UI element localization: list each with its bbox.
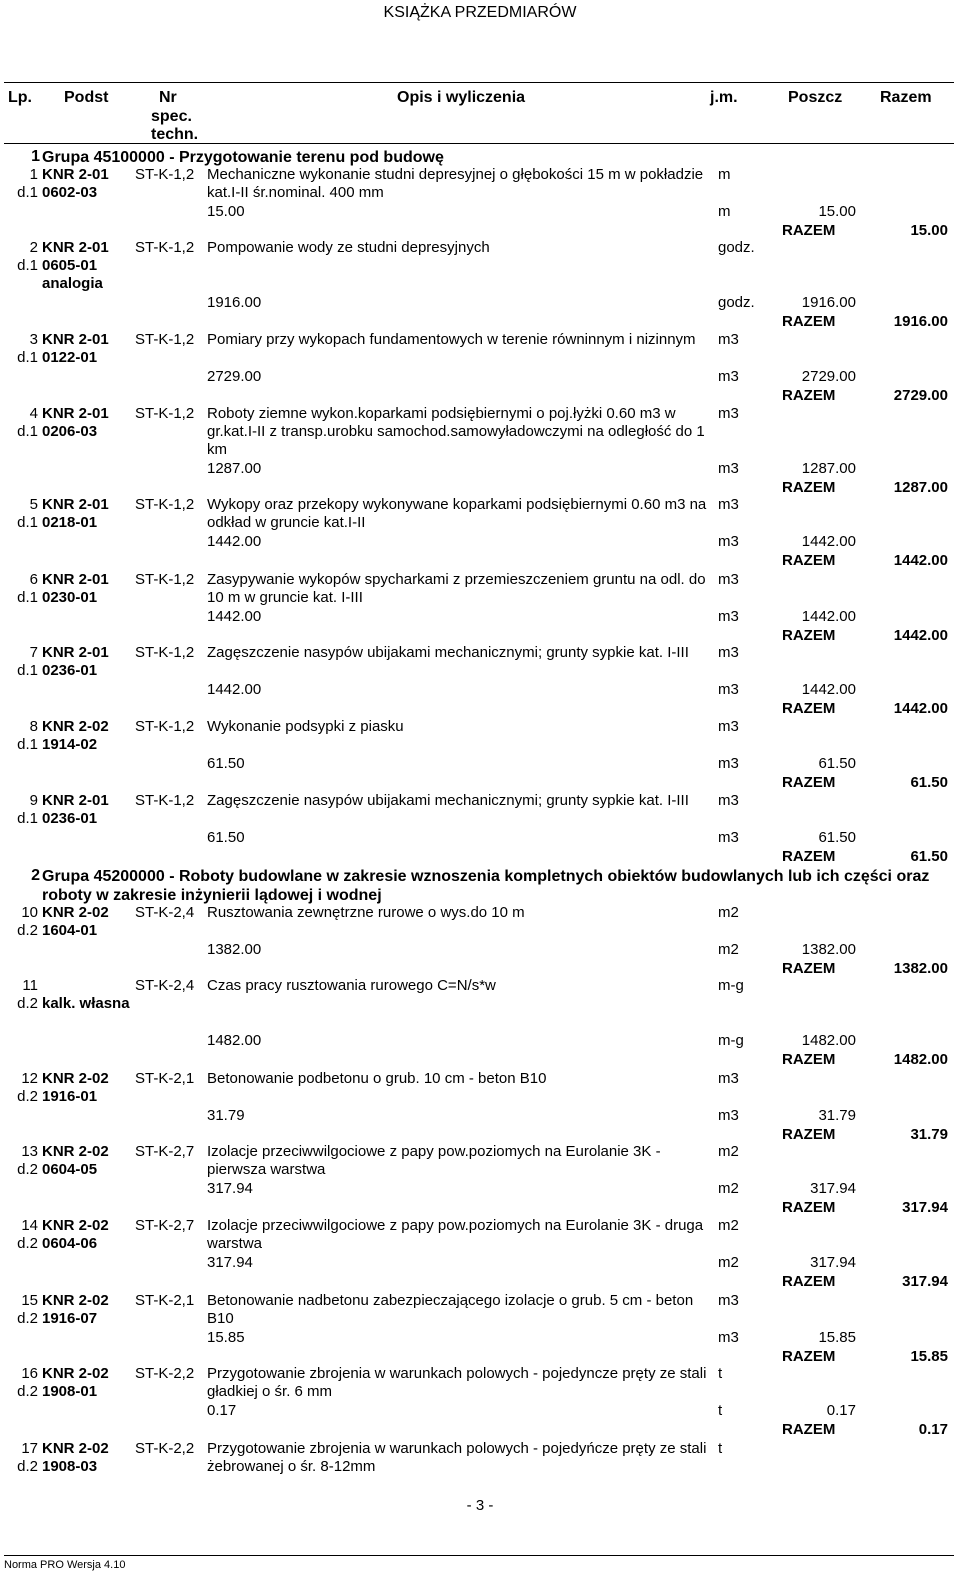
header-opis: Opis i wyliczenia xyxy=(397,89,526,106)
position-number: 1 d.1 xyxy=(17,166,38,201)
razem-label: RAZEM xyxy=(782,1051,836,1068)
razem-label: RAZEM xyxy=(782,387,836,404)
position-basis: KNR 2-01 0206-03 xyxy=(42,405,109,440)
calculation-unit: m3 xyxy=(718,681,739,698)
position-description: Wykopy oraz przekopy wykonywane koparkami podsiębiernymi 0.60 m3 na odkład w gruncie kat.I-II xyxy=(207,496,707,531)
calculation-quantity: 2729.00 xyxy=(801,368,856,385)
position-unit: m2 xyxy=(718,1143,739,1160)
razem-value: 1916.00 xyxy=(893,313,948,330)
footer: Norma PRO Wersja 4.10 xyxy=(4,1555,954,1571)
razem-label: RAZEM xyxy=(782,313,836,330)
calculation-unit: godz. xyxy=(718,294,755,311)
position-basis: kalk. własna xyxy=(42,995,130,1012)
position-spec: ST-K-1,2 xyxy=(135,571,195,588)
razem-value: 317.94 xyxy=(902,1199,948,1216)
position-unit: m3 xyxy=(718,1070,739,1087)
calculation-quantity: 1382.00 xyxy=(801,941,856,958)
calculation-quantity: 1287.00 xyxy=(801,460,856,477)
position-unit: m3 xyxy=(718,331,739,348)
razem-label: RAZEM xyxy=(782,1348,836,1365)
position-number: 11 d.2 xyxy=(17,977,38,1012)
table-header xyxy=(4,82,954,144)
position-number: 7 d.1 xyxy=(17,644,38,679)
razem-value: 1482.00 xyxy=(893,1051,948,1068)
position-description: Izolacje przeciwwilgociowe z papy pow.poziomych na Eurolanie 3K - druga warstwa xyxy=(207,1217,704,1252)
razem-label: RAZEM xyxy=(782,1273,836,1290)
calculation-quantity: 0.17 xyxy=(826,1402,856,1419)
position-basis: KNR 2-02 0604-06 xyxy=(42,1217,109,1252)
calculation-value: 0.17 xyxy=(207,1402,237,1419)
calculation-value: 15.00 xyxy=(207,203,245,220)
position-basis: KNR 2-01 0605-01 analogia xyxy=(42,239,109,292)
group-title: Grupa 45200000 - Roboty budowlane w zakresie wznoszenia kompletnych obiektów budowlanych lub ich części oraz roboty w zakresie inżynierii lądowej i wodnej xyxy=(42,868,930,904)
razem-value: 2729.00 xyxy=(893,387,948,404)
page-number: - 3 - xyxy=(466,1497,494,1514)
calculation-quantity: 1482.00 xyxy=(801,1032,856,1049)
position-unit: m3 xyxy=(718,792,739,809)
position-spec: ST-K-1,2 xyxy=(135,718,195,735)
razem-value: 61.50 xyxy=(910,848,948,865)
position-basis: KNR 2-01 0122-01 xyxy=(42,331,109,366)
razem-label: RAZEM xyxy=(782,1421,836,1438)
position-basis: KNR 2-01 0236-01 xyxy=(42,792,109,827)
razem-value: 0.17 xyxy=(918,1421,948,1438)
calculation-quantity: 61.50 xyxy=(818,755,856,772)
calculation-quantity: 61.50 xyxy=(818,829,856,846)
position-description: Pomiary przy wykopach fundamentowych w terenie równinnym i nizinnym xyxy=(207,331,696,348)
razem-label: RAZEM xyxy=(782,627,836,644)
calculation-quantity: 1442.00 xyxy=(801,681,856,698)
page-title: KSIĄŻKA PRZEDMIARÓW xyxy=(383,4,577,21)
razem-value: 1442.00 xyxy=(893,552,948,569)
calculation-unit: m-g xyxy=(718,1032,744,1049)
razem-value: 317.94 xyxy=(902,1273,948,1290)
calculation-quantity: 1916.00 xyxy=(801,294,856,311)
razem-label: RAZEM xyxy=(782,700,836,717)
position-number: 17 d.2 xyxy=(17,1440,38,1475)
position-description: Rusztowania zewnętrzne rurowe o wys.do 10 m xyxy=(207,904,525,921)
header-nr: Nr xyxy=(159,89,177,106)
position-unit: m xyxy=(718,166,731,183)
position-basis: KNR 2-02 1914-02 xyxy=(42,718,109,753)
position-spec: ST-K-1,2 xyxy=(135,496,195,513)
position-basis: KNR 2-01 0218-01 xyxy=(42,496,109,531)
position-description: Izolacje przeciwwilgociowe z papy pow.poziomych na Eurolanie 3K - pierwsza warstwa xyxy=(207,1143,661,1178)
position-spec: ST-K-2,7 xyxy=(135,1217,195,1234)
calculation-unit: m2 xyxy=(718,1254,739,1271)
position-spec: ST-K-2,4 xyxy=(135,904,195,921)
razem-value: 1442.00 xyxy=(893,627,948,644)
calculation-value: 61.50 xyxy=(207,755,245,772)
razem-value: 15.85 xyxy=(910,1348,948,1365)
calculation-quantity: 31.79 xyxy=(818,1107,856,1124)
razem-value: 1287.00 xyxy=(893,479,948,496)
calculation-value: 2729.00 xyxy=(207,368,262,385)
position-number: 14 d.2 xyxy=(17,1217,38,1252)
position-number: 13 d.2 xyxy=(17,1143,38,1178)
razem-label: RAZEM xyxy=(782,222,836,239)
position-basis: KNR 2-01 0236-01 xyxy=(42,644,109,679)
position-spec: ST-K-1,2 xyxy=(135,166,195,183)
razem-label: RAZEM xyxy=(782,552,836,569)
calculation-quantity: 317.94 xyxy=(810,1180,856,1197)
group-header xyxy=(31,148,942,167)
position-description: Czas pracy rusztowania rurowego C=N/s*w xyxy=(207,977,496,994)
position-unit: m3 xyxy=(718,405,739,422)
position-spec: ST-K-2,7 xyxy=(135,1143,195,1160)
position-unit: m2 xyxy=(718,1217,739,1234)
position-spec: ST-K-1,2 xyxy=(135,405,195,422)
razem-label: RAZEM xyxy=(782,848,836,865)
position-spec: ST-K-1,2 xyxy=(135,239,195,256)
position-number: 10 d.2 xyxy=(17,904,38,939)
position-basis: KNR 2-01 0602-03 xyxy=(42,166,109,201)
position-number: 4 d.1 xyxy=(17,405,38,440)
position-number: 6 d.1 xyxy=(17,571,38,606)
calculation-value: 1482.00 xyxy=(207,1032,262,1049)
calculation-unit: m3 xyxy=(718,460,739,477)
group-title: Grupa 45100000 - Przygotowanie terenu pod budowę xyxy=(42,149,444,166)
position-number: 2 d.1 xyxy=(17,239,38,274)
position-number: 5 d.1 xyxy=(17,496,38,531)
position-description: Pompowanie wody ze studni depresyjnych xyxy=(207,239,490,256)
position-description: Roboty ziemne wykon.koparkami podsiębiernymi o poj.łyżki 0.60 m3 w gr.kat.I-II z transp.urobku samochod.samowyładowczymi na odległość do 1 km xyxy=(207,405,705,458)
razem-label: RAZEM xyxy=(782,960,836,977)
group-number: 1 xyxy=(31,148,40,165)
position-unit: m3 xyxy=(718,644,739,661)
calculation-unit: m3 xyxy=(718,755,739,772)
calculation-value: 61.50 xyxy=(207,829,245,846)
position-spec: ST-K-2,1 xyxy=(135,1070,195,1087)
position-spec: ST-K-1,2 xyxy=(135,792,195,809)
group-header xyxy=(31,867,942,905)
razem-value: 1442.00 xyxy=(893,700,948,717)
position-unit: godz. xyxy=(718,239,755,256)
calculation-value: 15.85 xyxy=(207,1329,245,1346)
header-nr-techn: techn. xyxy=(151,126,199,143)
position-unit: t xyxy=(718,1440,723,1457)
razem-value: 61.50 xyxy=(910,774,948,791)
calculation-unit: t xyxy=(718,1402,723,1419)
position-basis: KNR 2-02 0604-05 xyxy=(42,1143,109,1178)
header-nr-spec: spec. xyxy=(151,108,192,125)
group-number: 2 xyxy=(31,867,40,884)
calculation-value: 31.79 xyxy=(207,1107,245,1124)
calculation-value: 1442.00 xyxy=(207,608,262,625)
position-number: 16 d.2 xyxy=(17,1365,38,1400)
position-spec: ST-K-2,2 xyxy=(135,1365,195,1382)
calculation-unit: m3 xyxy=(718,368,739,385)
position-number: 3 d.1 xyxy=(17,331,38,366)
position-spec: ST-K-1,2 xyxy=(135,644,195,661)
calculation-value: 1287.00 xyxy=(207,460,262,477)
razem-value: 15.00 xyxy=(910,222,948,239)
calculation-unit: m xyxy=(718,203,731,220)
position-basis: KNR 2-02 1908-03 xyxy=(42,1440,109,1475)
position-description: Zasypywanie wykopów spycharkami z przemieszczeniem gruntu na odl. do 10 m w gruncie kat. I-III xyxy=(207,571,706,606)
position-spec: ST-K-2,1 xyxy=(135,1292,195,1309)
position-number: 12 d.2 xyxy=(17,1070,38,1105)
header-podst: Podst xyxy=(64,89,109,106)
position-spec: ST-K-2,4 xyxy=(135,977,195,994)
position-unit: t xyxy=(718,1365,723,1382)
position-description: Przygotowanie zbrojenia w warunkach polowych - pojedyncze pręty ze stali gładkiej o śr. 6 mm xyxy=(207,1365,707,1400)
razem-label: RAZEM xyxy=(782,479,836,496)
calculation-quantity: 15.85 xyxy=(818,1329,856,1346)
calculation-unit: m2 xyxy=(718,941,739,958)
position-unit: m-g xyxy=(718,977,744,994)
calculation-unit: m3 xyxy=(718,1329,739,1346)
position-basis: KNR 2-02 1604-01 xyxy=(42,904,109,939)
calculation-quantity: 317.94 xyxy=(810,1254,856,1271)
position-basis: KNR 2-01 0230-01 xyxy=(42,571,109,606)
razem-label: RAZEM xyxy=(782,774,836,791)
calculation-value: 1442.00 xyxy=(207,681,262,698)
position-number: 15 d.2 xyxy=(17,1292,38,1327)
position-unit: m3 xyxy=(718,571,739,588)
position-description: Przygotowanie zbrojenia w warunkach polowych - pojedyńcze pręty ze stali żebrowanej o śr. 8-12mm xyxy=(207,1440,707,1475)
position-basis: KNR 2-02 1916-01 xyxy=(42,1070,109,1105)
position-description: Mechaniczne wykonanie studni depresyjnej o głębokości 15 m w pokładzie kat.I-II śr.nominal. 400 mm xyxy=(207,166,704,201)
position-unit: m3 xyxy=(718,496,739,513)
position-basis: KNR 2-02 1916-07 xyxy=(42,1292,109,1327)
calculation-quantity: 15.00 xyxy=(818,203,856,220)
razem-label: RAZEM xyxy=(782,1126,836,1143)
calculation-value: 1382.00 xyxy=(207,941,262,958)
position-number: 9 d.1 xyxy=(17,792,38,827)
calculation-unit: m2 xyxy=(718,1180,739,1197)
header-jm: j.m. xyxy=(710,89,738,106)
position-description: Wykonanie podsypki z piasku xyxy=(207,718,404,735)
calculation-unit: m3 xyxy=(718,1107,739,1124)
calculation-unit: m3 xyxy=(718,533,739,550)
position-description: Zagęszczenie nasypów ubijakami mechanicznymi; grunty sypkie kat. I-III xyxy=(207,792,689,809)
position-spec: ST-K-2,2 xyxy=(135,1440,195,1457)
position-description: Betonowanie nadbetonu zabezpieczającego izolacje o grub. 5 cm - beton B10 xyxy=(207,1292,694,1327)
calculation-quantity: 1442.00 xyxy=(801,533,856,550)
position-description: Betonowanie podbetonu o grub. 10 cm - beton B10 xyxy=(207,1070,547,1087)
calculation-value: 1916.00 xyxy=(207,294,262,311)
header-poszcz: Poszcz xyxy=(788,89,843,106)
razem-value: 31.79 xyxy=(910,1126,948,1143)
calculation-value: 317.94 xyxy=(207,1254,253,1271)
position-description: Zagęszczenie nasypów ubijakami mechanicznymi; grunty sypkie kat. I-III xyxy=(207,644,689,661)
razem-value: 1382.00 xyxy=(893,960,948,977)
position-basis: KNR 2-02 1908-01 xyxy=(42,1365,109,1400)
header-razem: Razem xyxy=(880,89,932,106)
position-unit: m3 xyxy=(718,1292,739,1309)
razem-label: RAZEM xyxy=(782,1199,836,1216)
calculation-unit: m3 xyxy=(718,829,739,846)
header-lp: Lp. xyxy=(8,89,32,106)
position-number: 8 d.1 xyxy=(17,718,38,753)
calculation-quantity: 1442.00 xyxy=(801,608,856,625)
position-spec: ST-K-1,2 xyxy=(135,331,195,348)
calculation-unit: m3 xyxy=(718,608,739,625)
position-unit: m3 xyxy=(718,718,739,735)
position-unit: m2 xyxy=(718,904,739,921)
calculation-value: 1442.00 xyxy=(207,533,262,550)
calculation-value: 317.94 xyxy=(207,1180,253,1197)
